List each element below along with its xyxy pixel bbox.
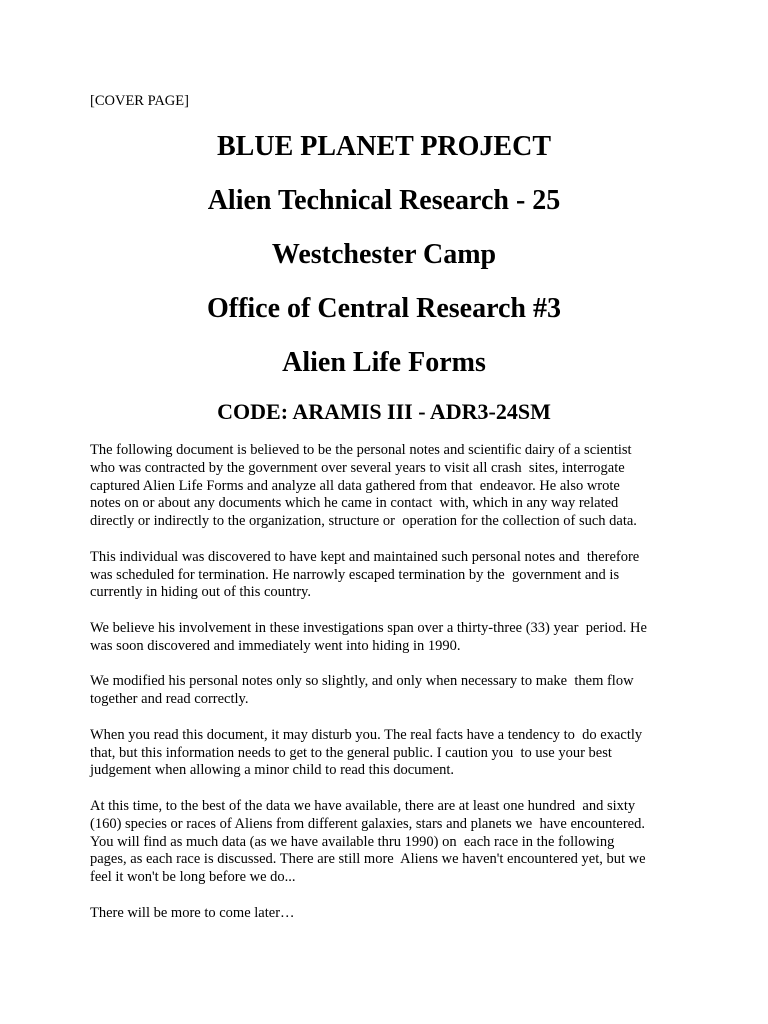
paragraph-line: When you read this document, it may disturb you. The real facts have a tendency to do exactly [90,726,643,743]
paragraph-line: You will find as much data (as we have available thru 1990) on each race in the following [90,833,615,850]
paragraph-2 [90,549,680,602]
paragraph-line: The following document is believed to be the personal notes and scientific dairy of a scientist [90,442,632,458]
paragraph-6 [90,798,680,887]
title-westchester-camp: Westchester Camp [271,239,497,270]
paragraph-7 [90,905,680,923]
paragraph-line: At this time, to the best of the data we have available, there are at least one hundred and sixty [90,797,636,814]
paragraph-line: judgement when allowing a minor child to read this document. [90,762,455,779]
paragraph-3 [90,620,680,656]
paragraph-line: pages, as each race is discussed. There are still more Aliens we haven't encountered yet, but we [90,851,646,868]
paragraph-5 [90,727,680,780]
paragraph-line: (160) species or races of Aliens from different galaxies, stars and planets we have encountered. [90,815,645,832]
paragraph-line: We believe his involvement in these investigations span over a thirty-three (33) year period. He [90,619,647,636]
cover-page-label: [COVER PAGE] [90,93,189,109]
paragraph-line: notes on or about any documents which he came in contact with, which in any way related [90,495,619,512]
paragraph-line: was scheduled for termination. He narrowly escaped termination by the government and is [90,566,620,583]
paragraph-line: together and read correctly. [90,691,249,708]
paragraph-1 [90,442,680,531]
title-blue-planet-project: BLUE PLANET PROJECT [217,131,551,162]
document-body [90,442,680,940]
title-alien-technical-research: Alien Technical Research - 25 [207,185,561,216]
paragraph-line: captured Alien Life Forms and analyze all data gathered from that endeavor. He also wrote [90,477,620,494]
paragraph-line: This individual was discovered to have kept and maintained such personal notes and therefore [90,548,640,565]
document-code: CODE: ARAMIS III - ADR3-24SM [217,399,551,424]
paragraph-line: feel it won't be long before we do... [90,869,296,886]
paragraph-line: currently in hiding out of this country. [90,584,311,601]
paragraph-line: There will be more to come later… [90,904,295,921]
title-alien-life-forms: Alien Life Forms [282,347,486,378]
paragraph-line: We modified his personal notes only so slightly, and only when necessary to make them flow [90,673,634,690]
title-office-central-research: Office of Central Research #3 [206,293,562,324]
paragraph-line: that, but this information needs to get to the general public. I caution you to use your best [90,744,612,761]
paragraph-line: was soon discovered and immediately went into hiding in 1990. [90,637,461,654]
paragraph-line: directly or indirectly to the organization, structure or operation for the collection of such data. [90,513,637,530]
paragraph-4 [90,673,680,709]
paragraph-line: who was contracted by the government over several years to visit all crash sites, interrogate [90,459,625,476]
